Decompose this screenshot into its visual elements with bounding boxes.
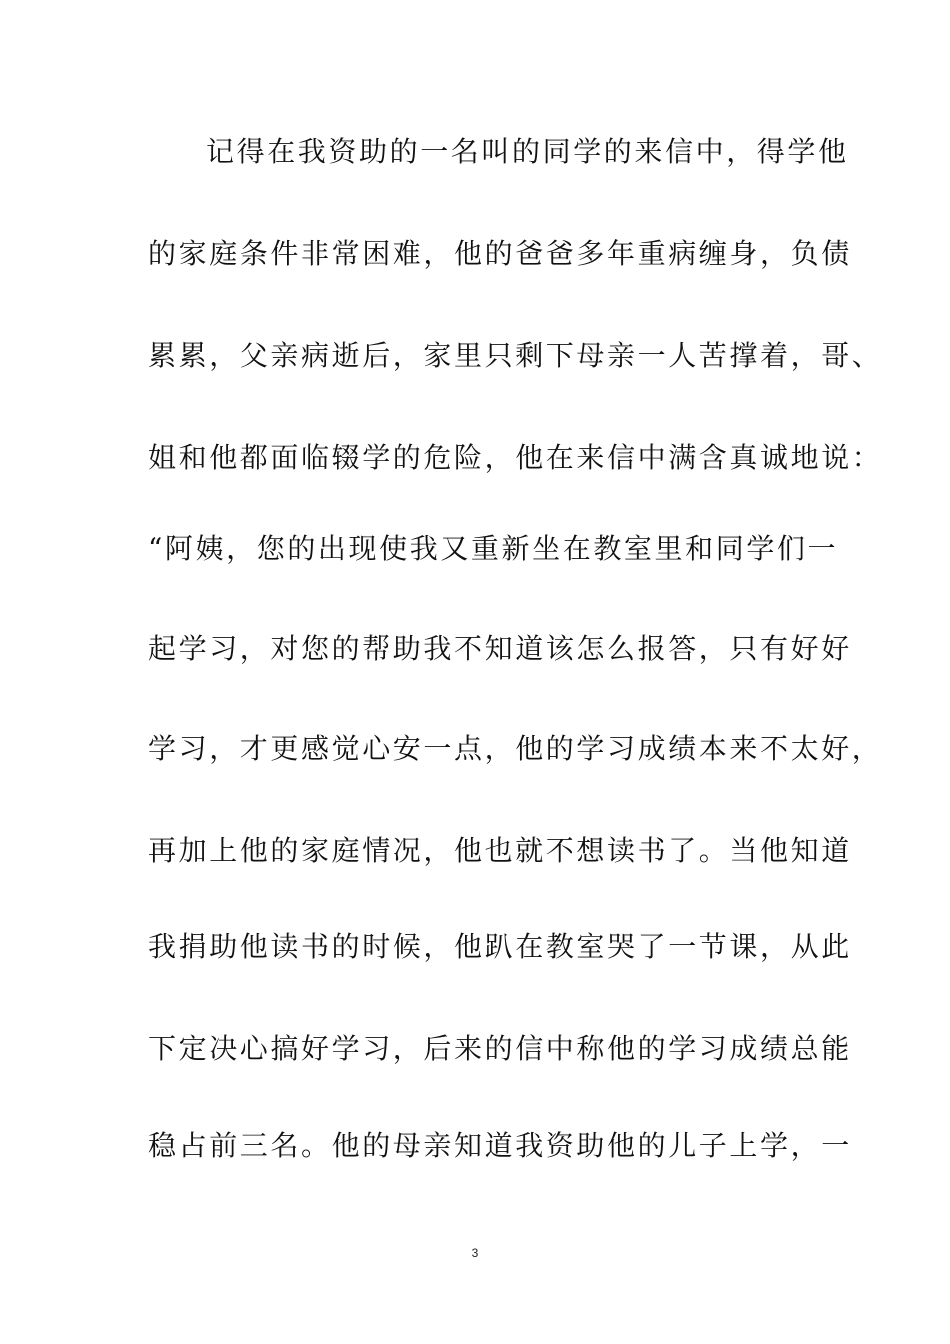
paragraph-line-8: 再加上他的家庭情况，他也就不想读书了。当他知道 bbox=[148, 834, 852, 867]
paragraph-line-3: 累累，父亲病逝后，家里只剩下母亲一人苦撑着，哥、 bbox=[148, 339, 883, 372]
paragraph-line-1: 记得在我资助的一名叫的同学的来信中，得学他 bbox=[206, 135, 849, 168]
paragraph-line-5: “阿姨，您的出现使我又重新坐在教室里和同学们一 bbox=[148, 532, 839, 565]
paragraph-line-9: 我捐助他读书的时候，他趴在教室哭了一节课，从此 bbox=[148, 930, 852, 963]
paragraph-line-10: 下定决心搞好学习，后来的信中称他的学习成绩总能 bbox=[148, 1032, 852, 1065]
paragraph-line-11: 稳占前三名。他的母亲知道我资助他的儿子上学，一 bbox=[148, 1129, 852, 1162]
paragraph-line-7: 学习，才更感觉心安一点，他的学习成绩本来不太好， bbox=[148, 732, 883, 765]
page-number: 3 bbox=[471, 1246, 479, 1260]
paragraph-line-6: 起学习，对您的帮助我不知道该怎么报答，只有好好 bbox=[148, 632, 852, 665]
paragraph-line-2: 的家庭条件非常困难，他的爸爸多年重病缠身，负债 bbox=[148, 237, 852, 270]
paragraph-line-4: 姐和他都面临辍学的危险，他在来信中满含真诚地说： bbox=[148, 441, 883, 474]
